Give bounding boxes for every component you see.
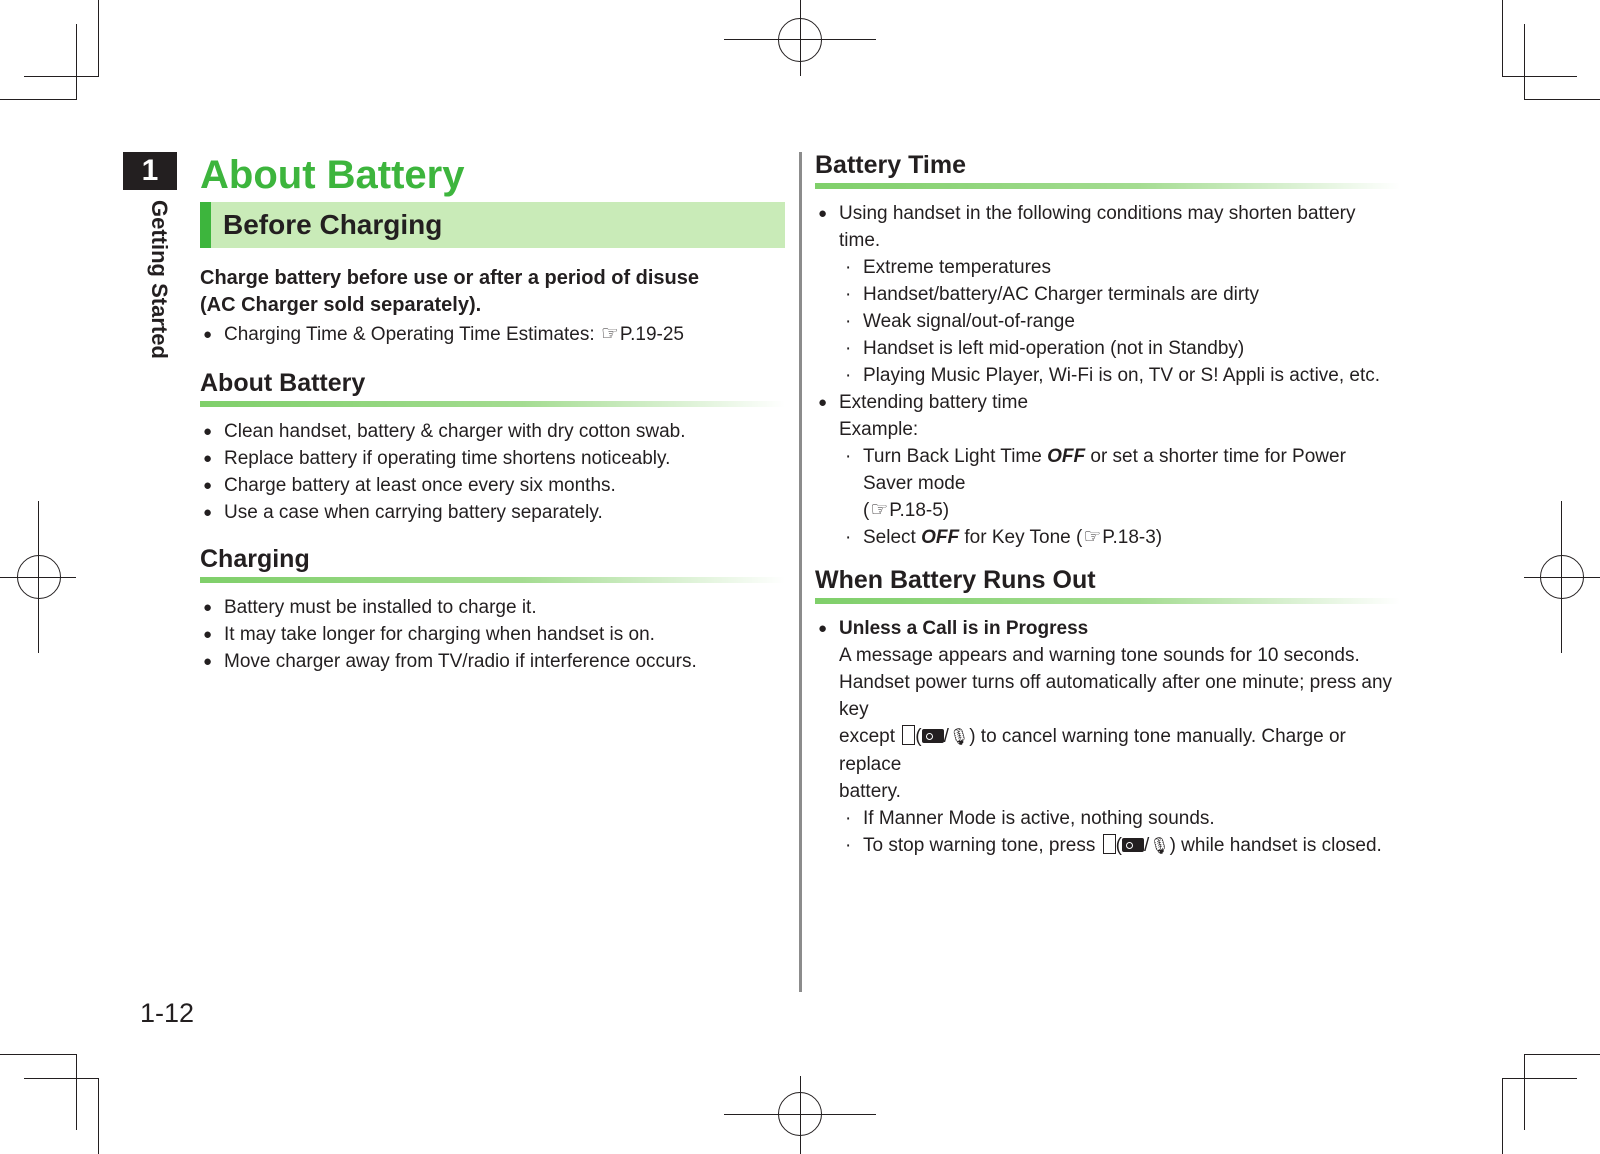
crop-mark <box>800 1076 801 1154</box>
heading-rule <box>200 401 785 407</box>
paragraph-line: Handset power turns off automatically after one minute; press any key <box>839 672 1393 720</box>
crop-mark <box>1524 577 1600 578</box>
bullet-list <box>815 615 1400 860</box>
bullet-icon: ● <box>203 626 213 643</box>
item-text: Move charger away from TV/radio if interference occurs. <box>224 651 697 672</box>
mic-icon: 🎙 <box>1149 838 1170 855</box>
crop-mark <box>1502 76 1577 77</box>
crop-mark <box>1502 1078 1577 1079</box>
bullet-list <box>200 594 785 675</box>
item-text: Charging Time & Operating Time Estimates: <box>224 324 600 345</box>
crop-mark <box>0 99 77 100</box>
list-item <box>815 200 1400 389</box>
paragraph-line: A message appears and warning tone sounds for 10 seconds. <box>839 645 1360 666</box>
crop-mark <box>800 0 801 76</box>
example-label: Example: <box>839 419 919 440</box>
condition-item <box>839 308 1400 335</box>
condition-item <box>839 281 1400 308</box>
mic-icon: 🎙 <box>948 729 970 746</box>
reference-hand-icon: ☞ <box>1083 526 1102 548</box>
list-item <box>200 621 785 648</box>
paragraph-line: battery. <box>839 781 901 802</box>
heading-rule <box>200 577 785 583</box>
tip-text: for Key Tone ( <box>959 527 1083 548</box>
right-column <box>815 150 1400 860</box>
chapter-number: 1 <box>123 152 177 190</box>
left-column <box>200 152 785 675</box>
crop-mark <box>1561 501 1562 653</box>
middot-icon: · <box>845 808 852 829</box>
chapter-title: Getting Started <box>147 200 172 359</box>
paren: ( <box>1115 835 1122 856</box>
subheading-when-battery-runs-out: When Battery Runs Out <box>815 566 1096 594</box>
note-list <box>839 805 1400 860</box>
middot-icon: · <box>845 835 852 856</box>
list-item <box>200 648 785 675</box>
item-text: Clean handset, battery & charger with dry cotton swab. <box>224 421 686 442</box>
crop-mark <box>1502 0 1503 76</box>
subheading-about-battery: About Battery <box>200 369 366 397</box>
bullet-icon: ● <box>203 450 213 467</box>
item-text: Using handset in the following conditions may shorten battery time. <box>839 203 1356 251</box>
list-item <box>200 321 785 348</box>
middot-icon: · <box>845 257 852 278</box>
item-text: Charge battery at least once every six months. <box>224 475 616 496</box>
middot-icon: · <box>845 338 852 359</box>
note-text: To stop warning tone, press <box>863 835 1101 856</box>
bullet-icon: ● <box>818 394 828 411</box>
paragraph-line: except <box>839 726 901 747</box>
page-reference-link[interactable]: P.19-25 <box>619 324 684 345</box>
slash: / <box>1143 835 1150 856</box>
tip-item <box>839 524 1400 551</box>
paragraph-line: to cancel warning tone manually. Charge or replace <box>839 726 1346 775</box>
item-text: It may take longer for charging when handset is on. <box>224 624 655 645</box>
note-text: If Manner Mode is active, nothing sounds. <box>863 808 1215 829</box>
off-setting: OFF <box>921 527 960 548</box>
heading-rule <box>815 183 1400 189</box>
lead-text <box>200 265 785 319</box>
page-reference-link[interactable]: P.18-5) <box>889 500 950 521</box>
condition-text: Weak signal/out-of-range <box>863 311 1075 332</box>
lock-key-icon <box>922 729 944 743</box>
list-item <box>200 445 785 472</box>
paren: ) <box>1169 835 1176 856</box>
note-item <box>839 805 1400 832</box>
bullet-icon: ● <box>203 504 213 521</box>
list-item <box>200 594 785 621</box>
crop-mark <box>1524 99 1600 100</box>
condition-item <box>839 254 1400 281</box>
lead-line: Charge battery before use or after a period of disuse <box>200 267 700 289</box>
crop-mark <box>24 76 99 77</box>
subheading-battery-time: Battery Time <box>815 151 966 179</box>
reference-hand-icon: ☞ <box>870 499 889 521</box>
tip-text: Select <box>863 527 922 548</box>
bullet-icon: ● <box>203 599 213 616</box>
condition-text: Playing Music Player, Wi-Fi is on, TV or S! Appli is active, etc. <box>863 365 1381 386</box>
power-key-icon <box>1103 834 1116 854</box>
item-text: Use a case when carrying battery separately. <box>224 502 603 523</box>
crop-mark <box>38 501 39 653</box>
item-text: Battery must be installed to charge it. <box>224 597 537 618</box>
condition-text: Extreme temperatures <box>863 257 1051 278</box>
paren: ( <box>915 726 922 747</box>
item-text: Extending battery time <box>839 392 1029 413</box>
crop-mark <box>98 1078 99 1154</box>
lead-line: (AC Charger sold separately). <box>200 294 482 316</box>
middot-icon: · <box>845 446 852 467</box>
section-heading: Before Charging <box>200 202 785 248</box>
bullet-icon: ● <box>203 423 213 440</box>
list-item <box>200 418 785 445</box>
bullet-icon: ● <box>203 477 213 494</box>
bullet-icon: ● <box>818 620 828 637</box>
page-title: About Battery <box>200 153 465 197</box>
note-text: while handset is closed. <box>1175 835 1382 856</box>
crop-mark <box>98 0 99 76</box>
bullet-list <box>815 200 1400 551</box>
tip-list <box>839 443 1400 551</box>
bullet-icon: ● <box>203 653 213 670</box>
slash: / <box>943 726 949 747</box>
crop-mark <box>24 1078 99 1079</box>
paren: ( <box>863 500 870 521</box>
condition-list <box>839 254 1400 389</box>
subheading-charging: Charging <box>200 545 310 573</box>
list-item <box>815 389 1400 551</box>
bullet-list <box>200 418 785 526</box>
middot-icon: · <box>845 284 852 305</box>
middot-icon: · <box>845 527 852 548</box>
column-divider <box>799 152 802 992</box>
off-setting: OFF <box>1047 446 1086 467</box>
middot-icon: · <box>845 311 852 332</box>
crop-mark <box>76 1054 77 1130</box>
list-item <box>815 615 1400 860</box>
condition-item <box>839 362 1400 389</box>
bullet-icon: ● <box>203 326 213 343</box>
crop-mark <box>76 24 77 100</box>
note-item <box>839 832 1400 860</box>
crop-mark <box>1524 1054 1525 1130</box>
tip-text: or set a shorter time for Power Saver mode <box>863 446 1346 494</box>
tip-item <box>839 443 1400 524</box>
heading-rule <box>815 598 1400 604</box>
bullet-icon: ● <box>818 205 828 222</box>
crop-mark <box>1524 24 1525 100</box>
page-number: 1-12 <box>140 998 195 1028</box>
item-heading: Unless a Call is in Progress <box>839 618 1089 639</box>
condition-item <box>839 335 1400 362</box>
bullet-list <box>200 321 785 348</box>
condition-text: Handset/battery/AC Charger terminals are dirty <box>863 284 1259 305</box>
list-item <box>200 499 785 526</box>
tip-text: Turn Back Light Time <box>863 446 1048 467</box>
condition-text: Handset is left mid-operation (not in Standby) <box>863 338 1245 359</box>
crop-mark <box>0 1054 77 1055</box>
paren: ) <box>969 726 976 747</box>
lock-key-icon <box>1122 838 1144 852</box>
power-key-icon <box>902 725 915 745</box>
middot-icon: · <box>845 365 852 386</box>
list-item <box>200 472 785 499</box>
crop-mark <box>1502 1078 1503 1154</box>
reference-hand-icon: ☞ <box>600 323 619 345</box>
page-reference-link[interactable]: P.18-3) <box>1102 527 1163 548</box>
crop-mark <box>1524 1054 1600 1055</box>
item-text: Replace battery if operating time shortens noticeably. <box>224 448 671 469</box>
